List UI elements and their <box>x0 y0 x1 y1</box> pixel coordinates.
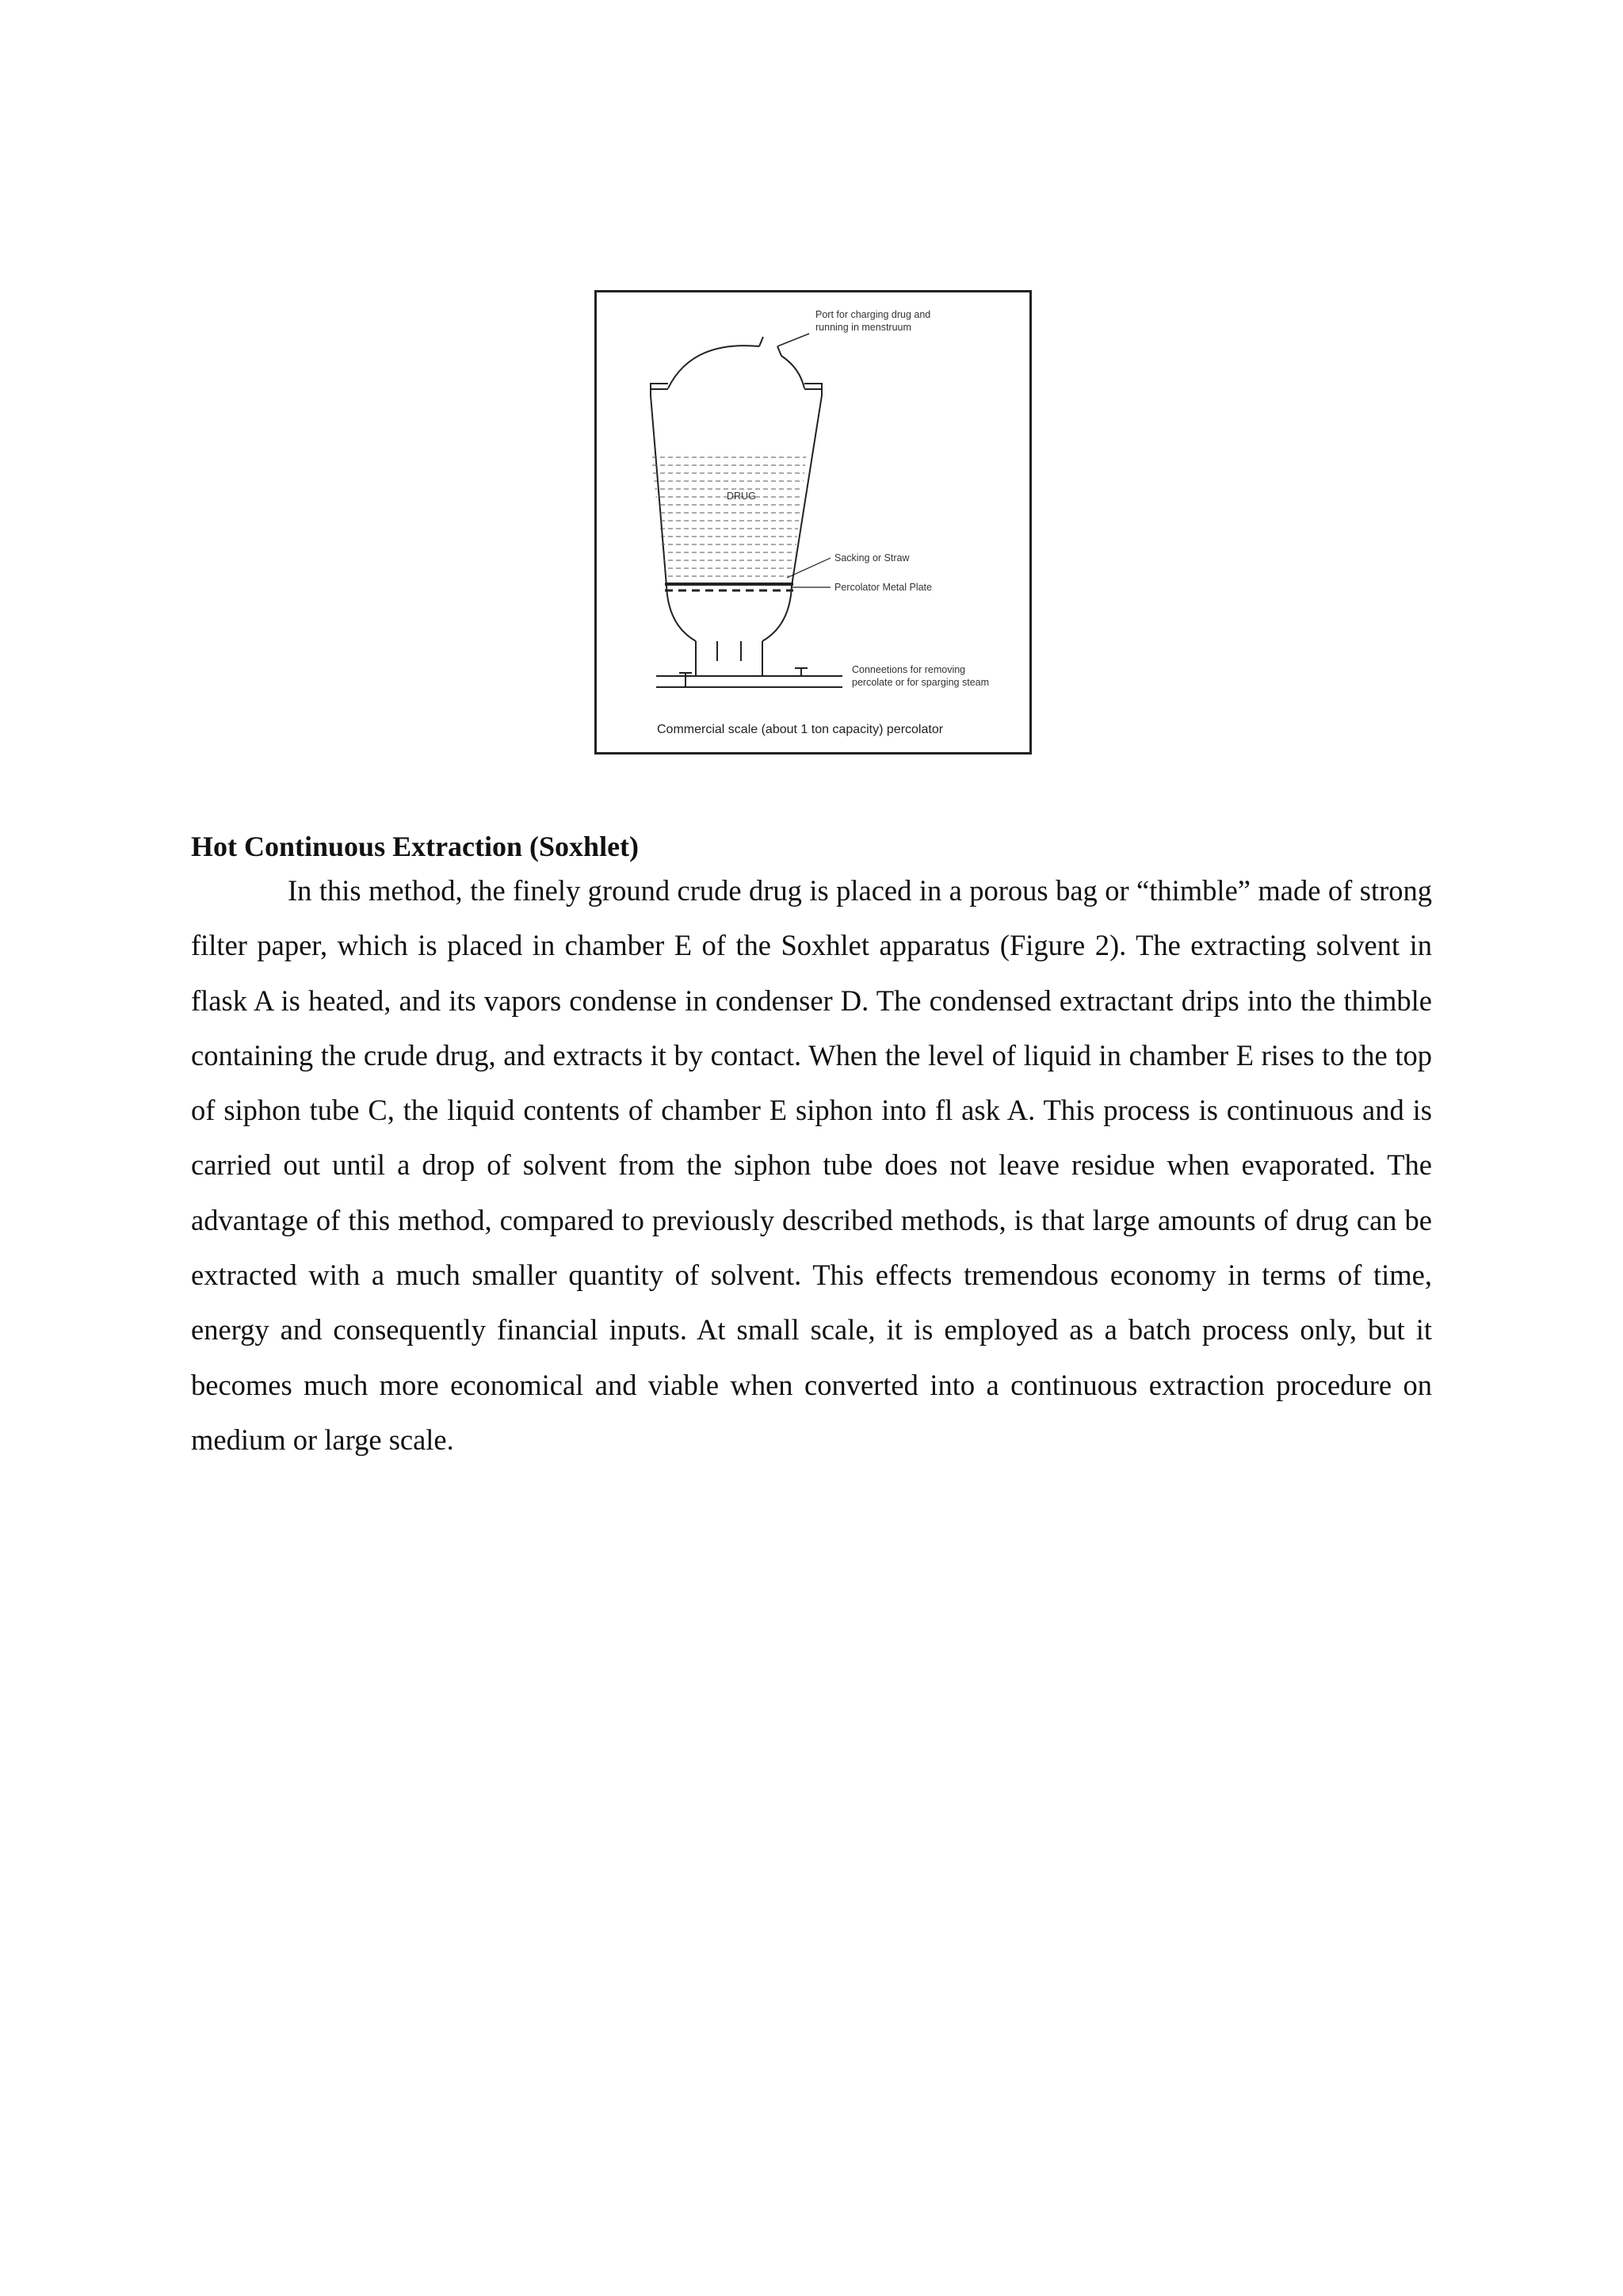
label-drug: DRUG <box>727 491 756 502</box>
label-connections-line1: Conneetions for removing <box>852 664 966 675</box>
label-plate: Percolator Metal Plate <box>834 582 932 593</box>
drug-hatching <box>644 457 819 576</box>
label-port-line1: Port for charging drug and <box>815 309 931 320</box>
section-paragraph: In this method, the finely ground crude drug is placed in a porous bag or “thimble” made of strong filter paper, which is placed in chamber E of the Soxhlet apparatus (Figure 2). The extracting solvent in flask A is heated, and its vapors condense in condenser D. The condensed extractant drips into the thimble containing the crude drug, and extracts it by contact. When the level of liquid in chamber E rises to the top of siphon tube C, the liquid contents of chamber E siphon into fl ask A. This process is continuous and is carried out until a drop of solvent from the siphon tube does not leave residue when evaporated. The advantage of this method, compared to previously described methods, is that large amounts of drug can be extracted with a much smaller quantity of solvent. This effects tremendous economy in terms of time, energy and consequently financial inputs. At small scale, it is employed as a batch process only, but it becomes much more economical and viable when converted into a continuous extraction procedure on medium or large scale. <box>191 874 1432 1456</box>
percolator-figure <box>594 290 1032 755</box>
label-connections-line2: percolate or for sparging steam <box>852 677 990 688</box>
section-heading: Hot Continuous Extraction (Soxhlet) <box>191 831 640 862</box>
figure-caption: Commercial scale (about 1 ton capacity) percolator <box>657 723 944 736</box>
percolator-diagram <box>597 292 1029 752</box>
label-port-line2: running in menstruum <box>815 322 911 333</box>
percolator-vessel <box>650 334 842 687</box>
label-sacking: Sacking or Straw <box>834 552 910 563</box>
